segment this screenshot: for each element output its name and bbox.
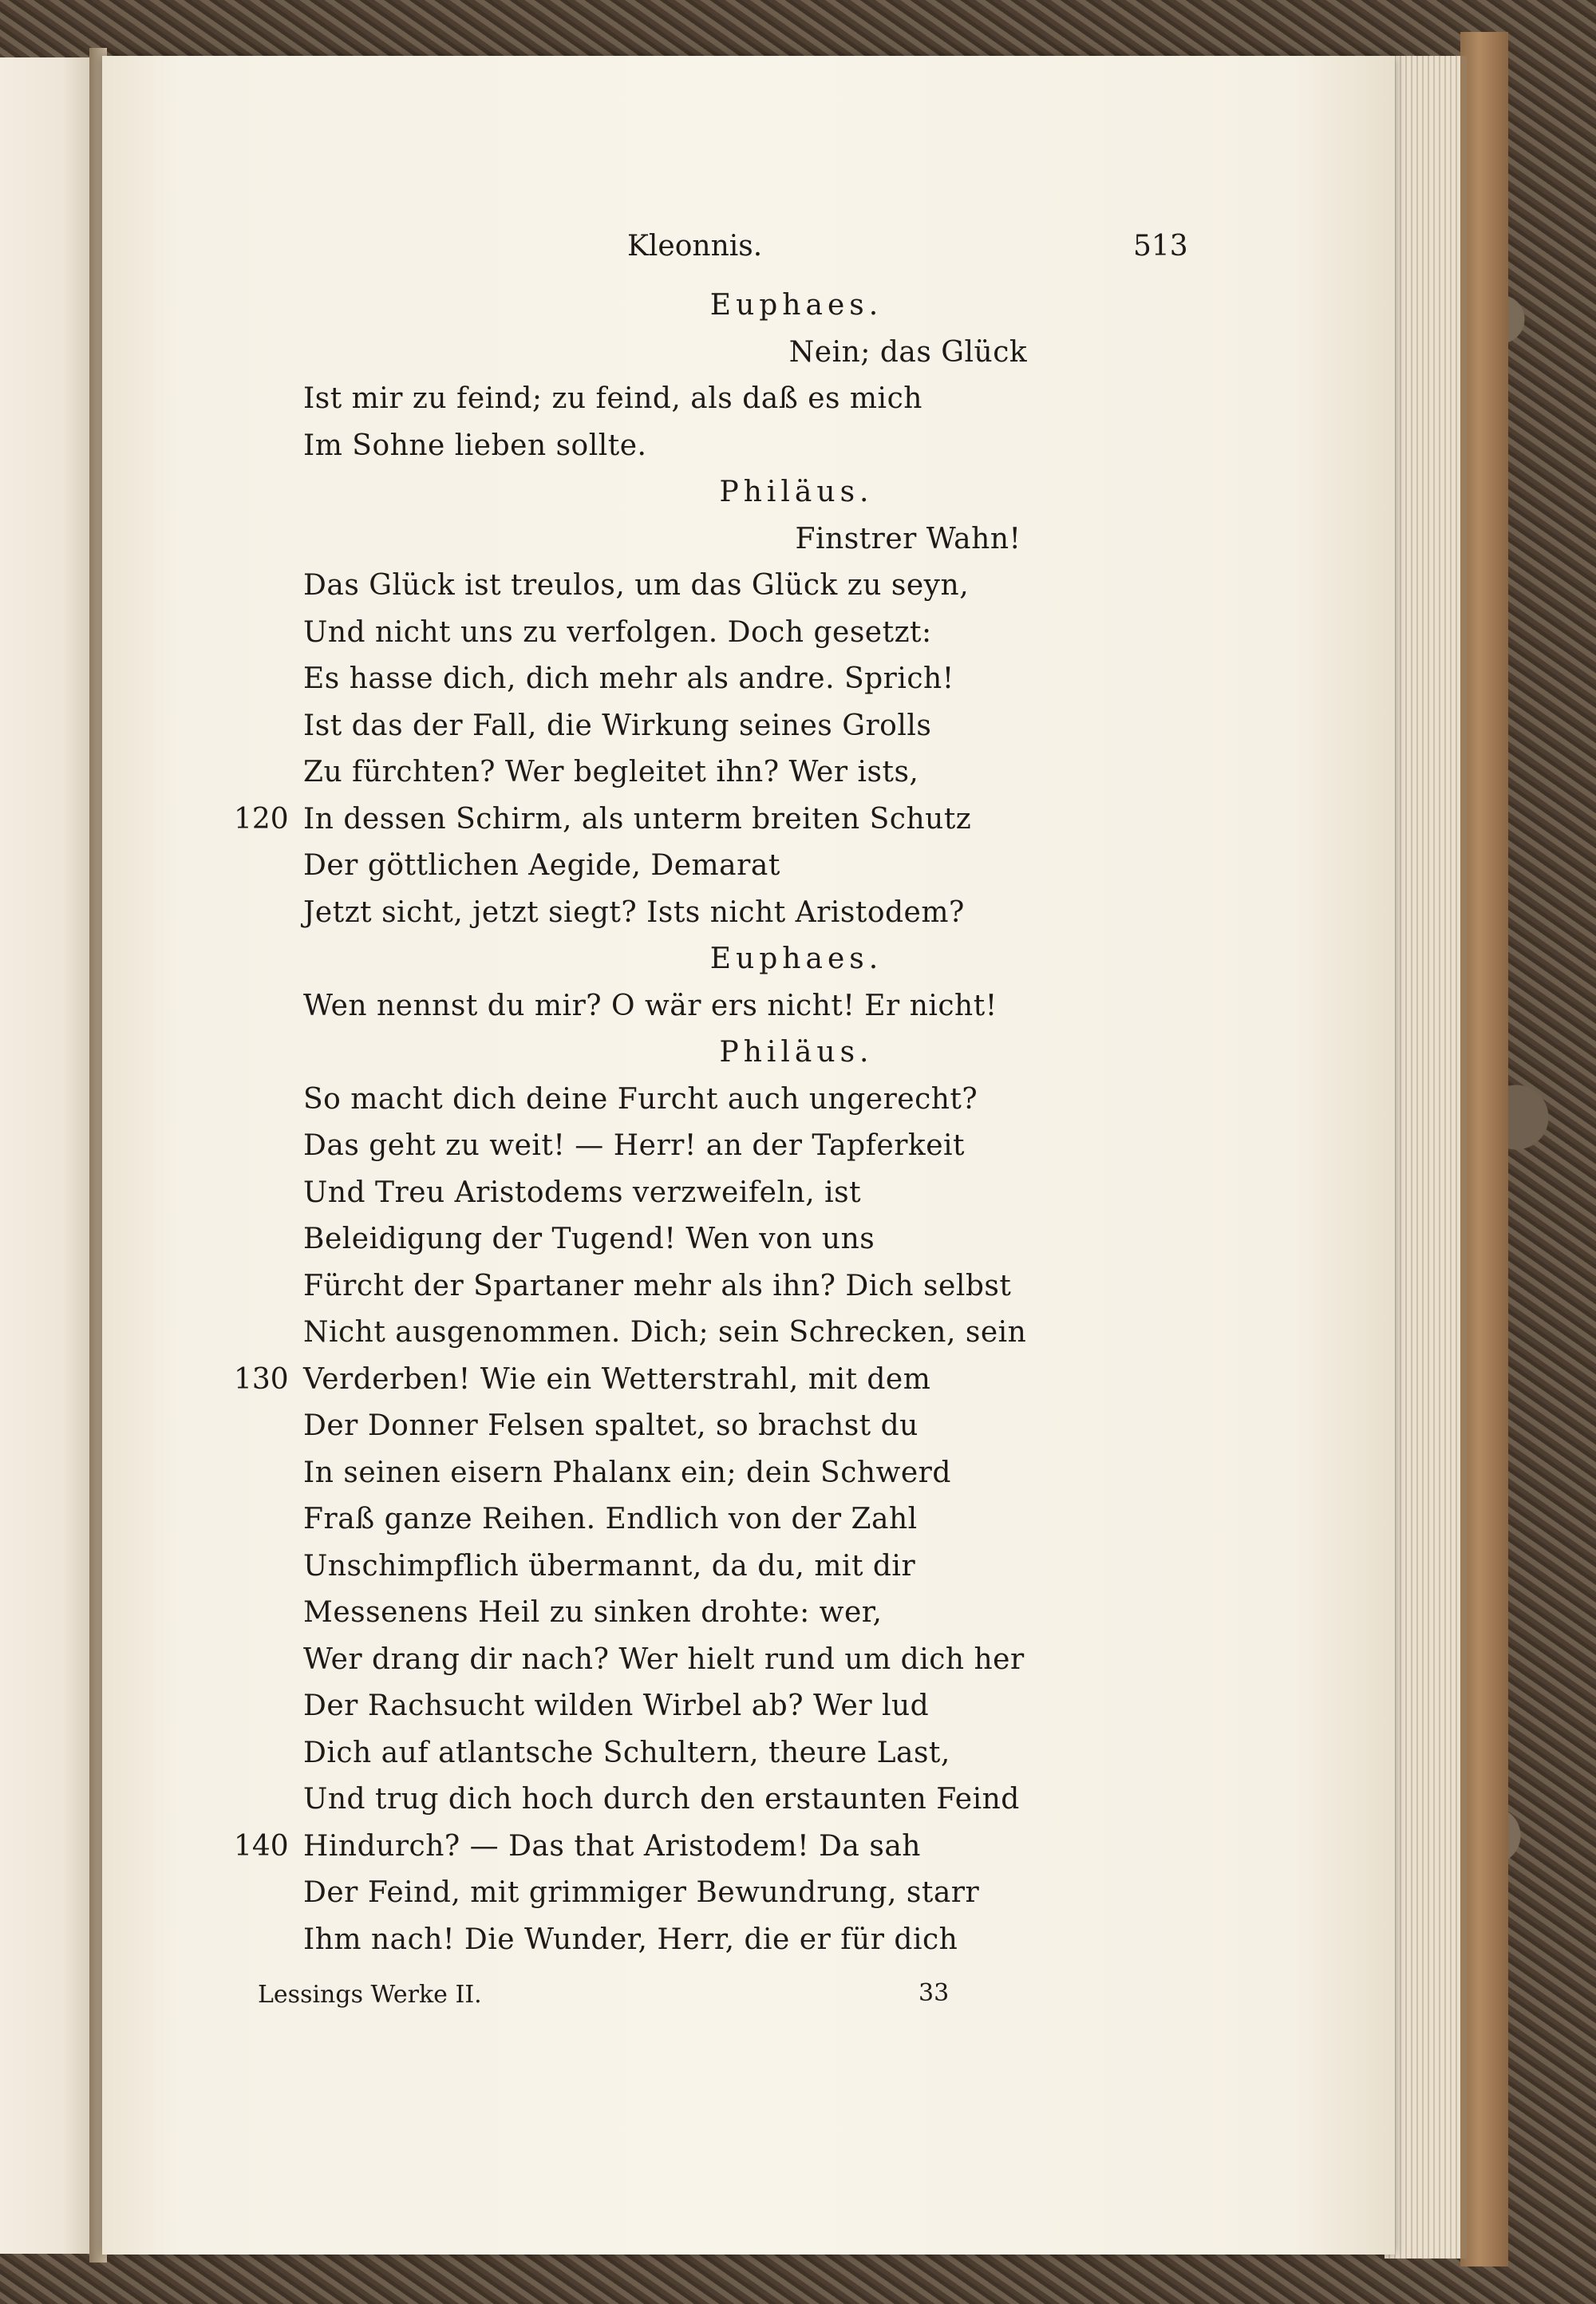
verse-line: Ihm nach! Die Wunder, Herr, die er für dich: [303, 1923, 958, 1956]
line-number: 120: [234, 802, 289, 836]
verse-line: Nicht ausgenommen. Dich; sein Schrecken, sein: [303, 1316, 1027, 1349]
verse-line: Fraß ganze Reihen. Endlich von der Zahl: [303, 1503, 918, 1535]
verse-line: Verderben! Wie ein Wetterstrahl, mit dem: [303, 1362, 931, 1396]
verse-line: Unschimpflich übermannt, da du, mit dir: [303, 1549, 916, 1583]
verse-line: Es hasse dich, dich mehr als andre. Sprich!: [303, 662, 954, 695]
verse-line: In seinen eisern Phalanx ein; dein Schwerd: [303, 1456, 951, 1489]
verse-line: Ist das der Fall, die Wirkung seines Grolls: [303, 709, 932, 742]
verse-line: Und nicht uns zu verfolgen. Doch gesetzt:: [303, 615, 932, 649]
facing-page-edge: [0, 57, 94, 2254]
speaker-name: Euphaes.: [709, 289, 883, 322]
verse-line: Jetzt sicht, jetzt siegt? Ists nicht Aristodem?: [303, 895, 965, 929]
verse-line: Zu fürchten? Wer begleitet ihn? Wer ists,: [303, 756, 919, 788]
verse-line: Und Treu Aristodems verzweifeln, ist: [303, 1176, 862, 1209]
line-number: 130: [234, 1362, 289, 1396]
verse-line: Der Donner Felsen spaltet, so brachst du: [303, 1409, 918, 1442]
verse-line: Das Glück ist treulos, um das Glück zu seyn,: [303, 569, 970, 602]
speaker-name: Philäus.: [719, 1036, 874, 1069]
verse-line: Der Feind, mit grimmiger Bewundrung, starr: [303, 1876, 980, 1909]
page-number: 513: [1133, 230, 1188, 263]
speaker-name: Philäus.: [719, 476, 874, 508]
verse-line: Im Sohne lieben sollte.: [303, 429, 647, 462]
verse-line: Messenens Heil zu sinken drohte: wer,: [303, 1596, 883, 1629]
verse-line: Der Rachsucht wilden Wirbel ab? Wer lud: [303, 1689, 930, 1722]
verse-line: Und trug dich hoch durch den erstaunten Feind: [303, 1783, 1020, 1816]
verse-line: Fürcht der Spartaner mehr als ihn? Dich selbst: [303, 1269, 1012, 1302]
verse-line: Ist mir zu feind; zu feind, als daß es mich: [303, 382, 922, 415]
verse-line: Der göttlichen Aegide, Demarat: [303, 849, 780, 882]
signature-number: 33: [918, 1979, 950, 2007]
verse-line: In dessen Schirm, als unterm breiten Schutz: [303, 802, 972, 836]
verse-line: Finstrer Wahn!: [795, 522, 1021, 555]
verse-line: Hindurch? — Das that Aristodem! Da sah: [303, 1829, 921, 1863]
speaker-name: Euphaes.: [709, 943, 883, 975]
verse-line: So macht dich deine Furcht auch ungerecht?: [303, 1082, 978, 1116]
book-page: [102, 56, 1395, 2255]
line-number: 140: [234, 1829, 289, 1863]
verse-line: Wen nennst du mir? O wär ers nicht! Er nicht!: [303, 989, 998, 1022]
verse-line: Nein; das Glück: [788, 335, 1028, 369]
page-stack-edge: [1385, 56, 1467, 2259]
verse-line: Das geht zu weit! — Herr! an der Tapferkeit: [303, 1129, 966, 1162]
verse-line: Beleidigung der Tugend! Wen von uns: [303, 1223, 875, 1255]
verse-line: Wer drang dir nach? Wer hielt rund um dich her: [303, 1642, 1025, 1676]
running-title: Kleonnis.: [627, 230, 763, 263]
signature-title: Lessings Werke II.: [258, 1981, 482, 2009]
leather-binding: [1460, 32, 1508, 2266]
verse-line: Dich auf atlantsche Schultern, theure Last,: [303, 1736, 950, 1769]
